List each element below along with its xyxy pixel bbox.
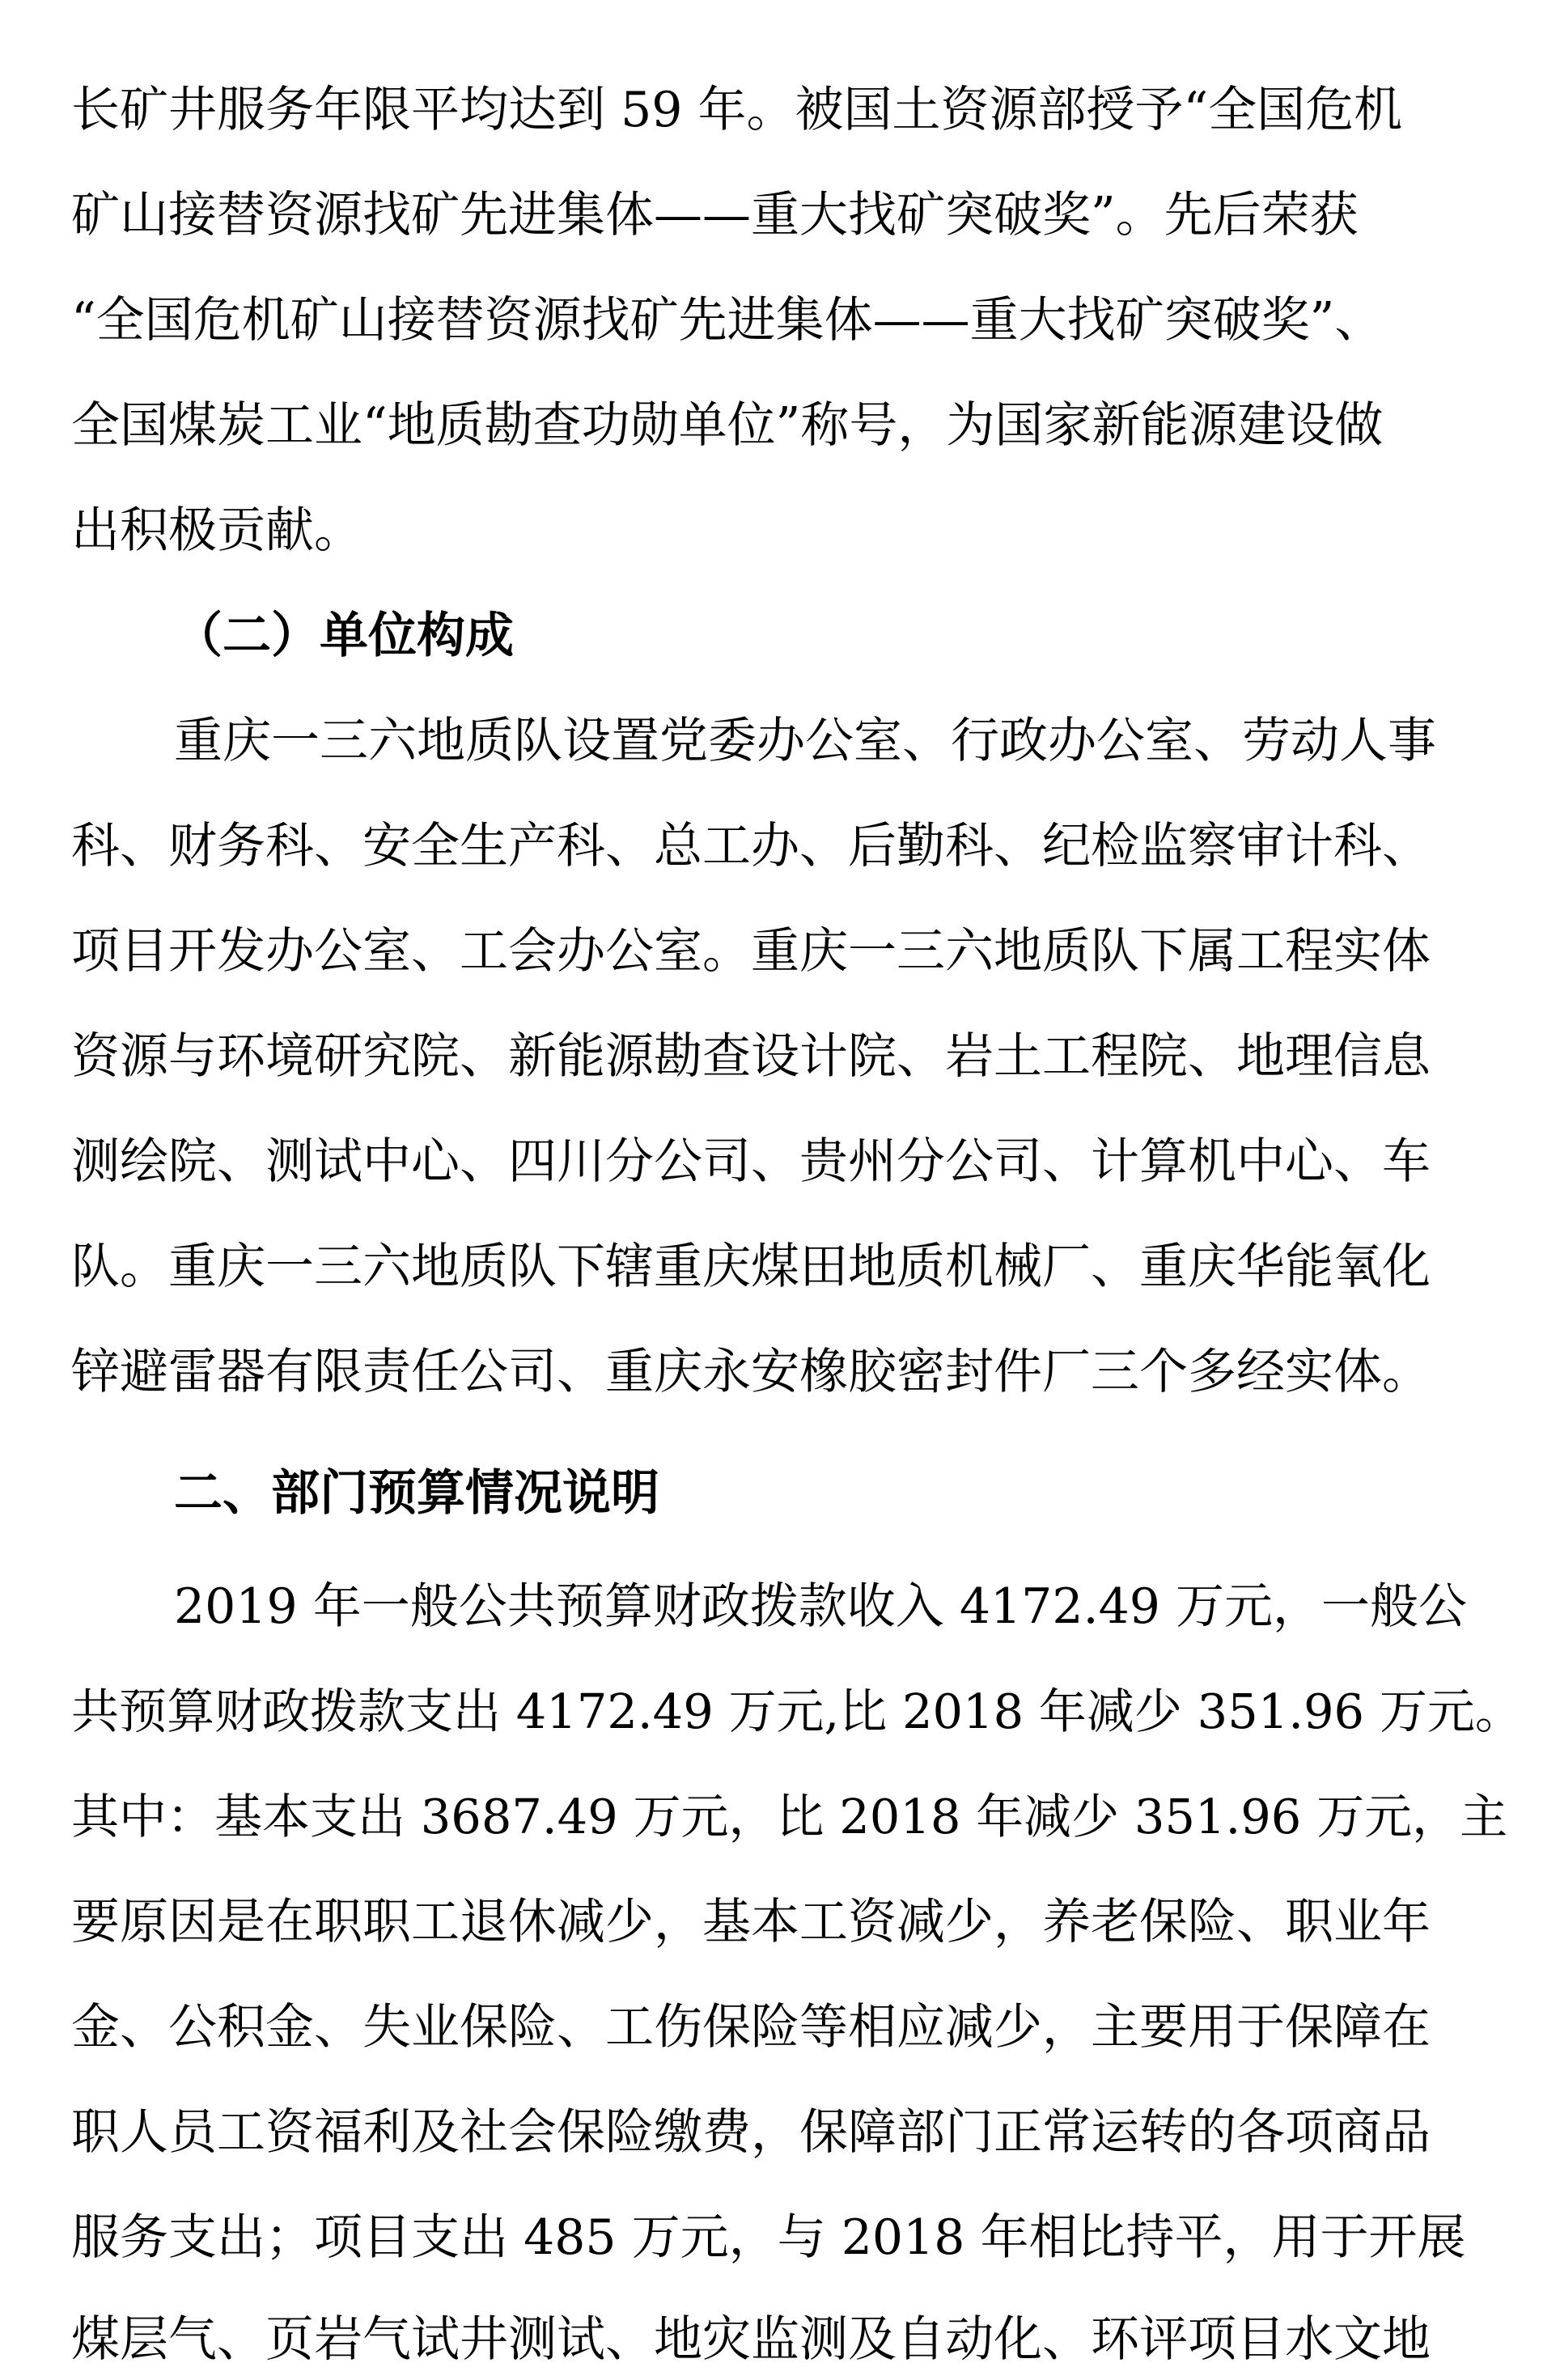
section-heading-unit-composition: （二）单位构成 bbox=[174, 608, 514, 664]
body-text-line: 重庆一三六地质队设置党委办公室、行政办公室、劳动人事 bbox=[174, 713, 1436, 769]
body-text-line: 资源与环境研究院、新能源勘查设计院、岩土工程院、地理信息 bbox=[71, 1028, 1431, 1085]
section-heading-budget: 二、部门预算情况说明 bbox=[174, 1465, 659, 1522]
body-text-line: 要原因是在职职工退休减少，基本工资减少，养老保险、职业年 bbox=[71, 1894, 1431, 1950]
body-text-line: 金、公积金、失业保险、工伤保险等相应减少，主要用于保障在 bbox=[71, 1999, 1431, 2056]
body-text-line: 其中：基本支出 3687.49 万元，比 2018 年减少 351.96 万元，主 bbox=[71, 1789, 1508, 1844]
body-text-line: 煤层气、页岩气试井测试、地灾监测及自动化、环评项目水文地 bbox=[71, 2311, 1431, 2368]
body-text-line: 队。重庆一三六地质队下辖重庆煤田地质机械厂、重庆华能氧化 bbox=[71, 1239, 1431, 1295]
body-text-line: 矿山接替资源找矿先进集体——重大找矿突破奖”。先后荣获 bbox=[71, 187, 1359, 244]
body-text-line: 出积极贡献。 bbox=[71, 502, 362, 559]
body-text-line: 项目开发办公室、工会办公室。重庆一三六地质队下属工程实体 bbox=[71, 923, 1431, 980]
body-text-line: 2019 年一般公共预算财政拨款收入 4172.49 万元，一般公 bbox=[174, 1578, 1468, 1635]
body-text-line: 锌避雷器有限责任公司、重庆永安橡胶密封件厂三个多经实体。 bbox=[71, 1344, 1431, 1400]
body-text-line: 科、财务科、安全生产科、总工办、后勤科、纪检监察审计科、 bbox=[71, 818, 1431, 875]
body-text-line: 测绘院、测试中心、四川分公司、贵州分公司、计算机中心、车 bbox=[71, 1133, 1431, 1190]
body-text-line: 共预算财政拨款支出 4172.49 万元,比 2018 年减少 351.96 万元。 bbox=[71, 1683, 1523, 1739]
body-text-line: 服务支出；项目支出 485 万元，与 2018 年相比持平，用于开展 bbox=[71, 2209, 1466, 2266]
body-text-line: “全国危机矿山接替资源找矿先进集体——重大找矿突破奖”、 bbox=[71, 292, 1384, 349]
body-text-line: 全国煤炭工业“地质勘查功勋单位”称号，为国家新能源建设做 bbox=[71, 397, 1384, 454]
body-text-line: 长矿井服务年限平均达到 59 年。被国土资源部授予“全国危机 bbox=[71, 82, 1403, 138]
body-text-line: 职人员工资福利及社会保险缴费，保障部门正常运转的各项商品 bbox=[71, 2104, 1431, 2161]
